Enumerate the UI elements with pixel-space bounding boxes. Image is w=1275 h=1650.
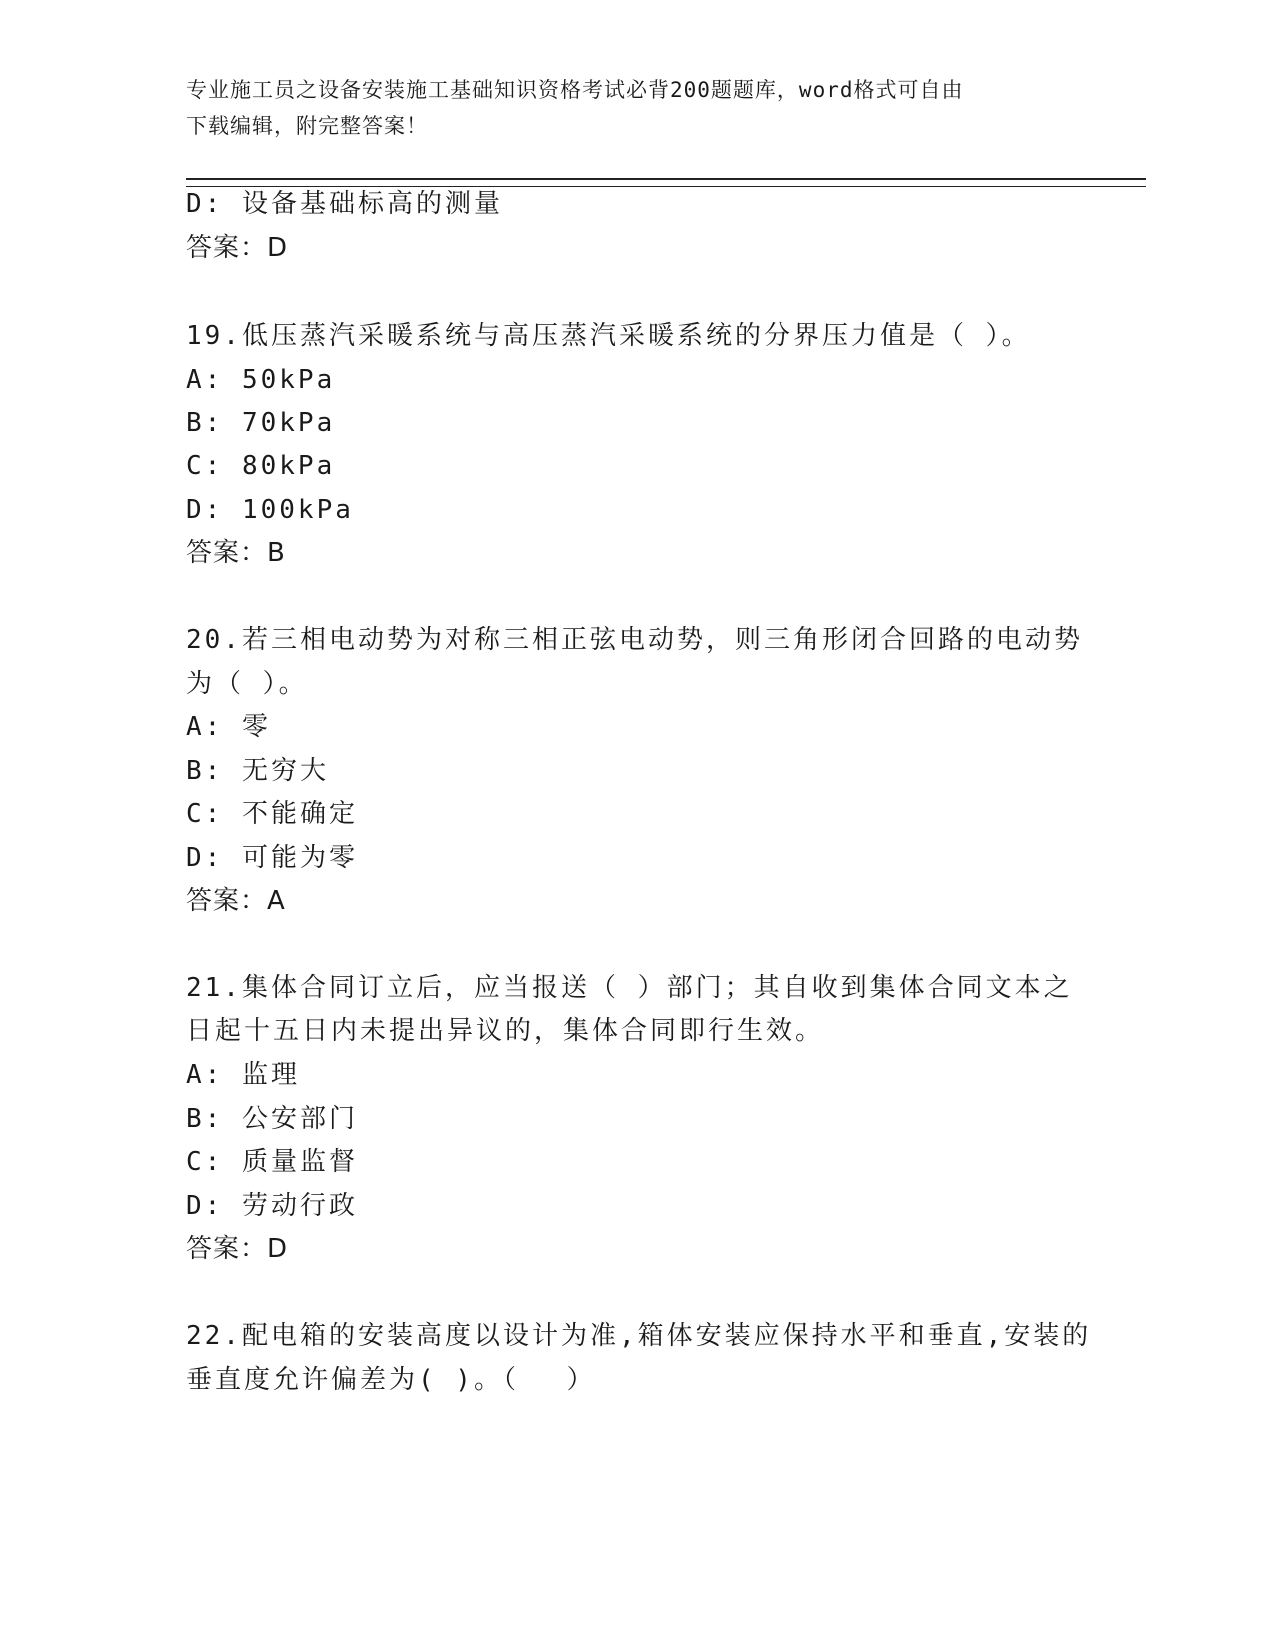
q20-option-c: C: 不能确定: [186, 799, 358, 829]
q18-answer: 答案：D: [186, 233, 289, 263]
q19-answer: 答案：B: [186, 538, 286, 568]
header-divider: [186, 178, 1146, 187]
q21-option-b: B: 公安部门: [186, 1104, 358, 1134]
q21-option-a: A: 监理: [186, 1060, 300, 1090]
q19-option-d: D: 100kPa: [186, 495, 354, 525]
q20-option-a: A: 零: [186, 712, 271, 742]
q21-question-line-2: 日起十五日内未提出异议的，集体合同即行生效。: [186, 1016, 825, 1046]
q20-option-d: D: 可能为零: [186, 843, 358, 873]
q21-option-d: D: 劳动行政: [186, 1191, 358, 1221]
q20-answer: 答案：A: [186, 886, 286, 916]
q22-question-line-1: 22.配电箱的安装高度以设计为准,箱体安装应保持水平和垂直,安装的: [186, 1321, 1092, 1351]
q22-question-line-2: 垂直度允许偏差为( )。（ ）: [186, 1365, 596, 1395]
q19-option-c: C: 80kPa: [186, 451, 336, 481]
q18-option-d: D: 设备基础标高的测量: [186, 189, 503, 219]
q20-question-line-1: 20.若三相电动势为对称三相正弦电动势，则三角形闭合回路的电动势: [186, 625, 1083, 655]
header-line-1: 专业施工员之设备安装施工基础知识资格考试必背200题题库，word格式可自由: [186, 78, 964, 102]
header-line-2: 下载编辑，附完整答案！: [186, 114, 428, 138]
q19-question: 19.低压蒸汽采暖系统与高压蒸汽采暖系统的分界压力值是（ ）。: [186, 321, 1031, 351]
q20-question-line-2: 为（ ）。: [186, 669, 308, 699]
q19-option-a: A: 50kPa: [186, 365, 336, 395]
q21-option-c: C: 质量监督: [186, 1147, 358, 1177]
document-header: [186, 72, 1086, 144]
q21-answer: 答案：D: [186, 1234, 289, 1264]
q19-option-b: B: 70kPa: [186, 408, 336, 438]
q21-question-line-1: 21.集体合同订立后，应当报送（ ）部门；其自收到集体合同文本之: [186, 973, 1073, 1003]
q20-option-b: B: 无穷大: [186, 756, 329, 786]
